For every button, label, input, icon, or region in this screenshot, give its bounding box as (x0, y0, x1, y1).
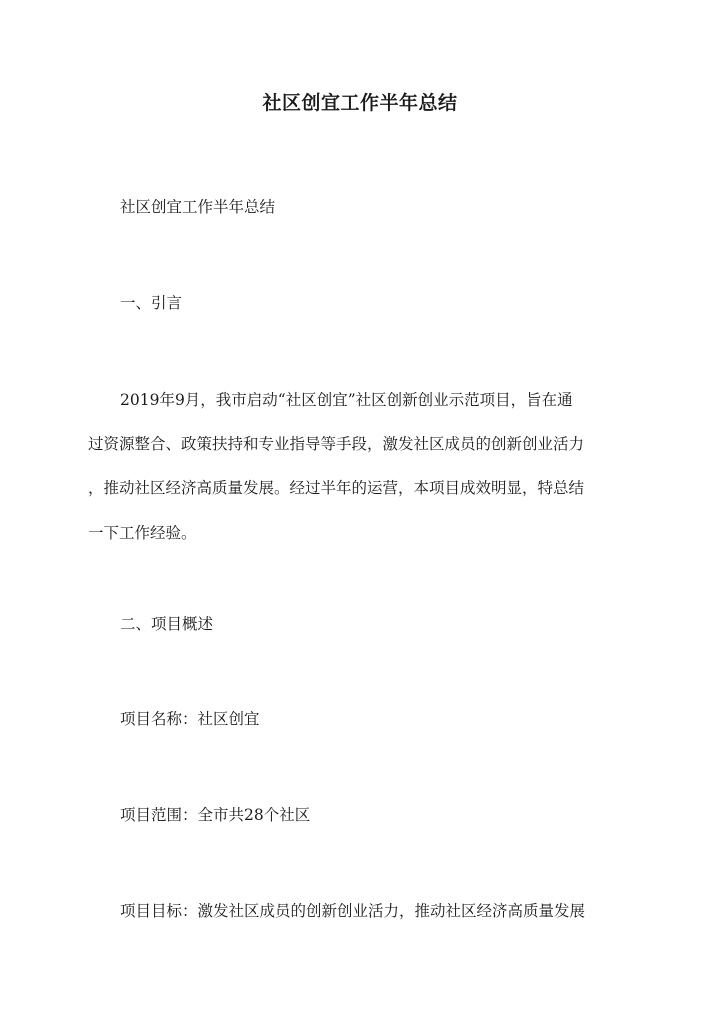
document-subtitle: 社区创宜工作半年总结 (120, 198, 276, 216)
project-goal-line: 项目目标：激发社区成员的创新创业活力，推动社区经济高质量发展 (120, 902, 586, 920)
intro-paragraph-line: 2019年9月，我市启动“社区创宜”社区创新创业示范项目，旨在通 (120, 391, 573, 409)
intro-paragraph-line: 过资源整合、政策扶持和专业指导等手段，激发社区成员的创新创业活力 (88, 435, 585, 453)
section-heading-overview: 二、项目概述 (120, 615, 214, 633)
project-scope-line: 项目范围：全市共28个社区 (120, 806, 311, 824)
intro-paragraph-line: ，推动社区经济高质量发展。经过半年的运营，本项目成效明显，特总结 (88, 479, 585, 497)
document-title: 社区创宜工作半年总结 (262, 92, 458, 114)
section-heading-introduction: 一、引言 (120, 294, 183, 312)
intro-paragraph-line: 一下工作经验。 (88, 524, 197, 542)
project-name-line: 项目名称：社区创宜 (120, 710, 260, 728)
